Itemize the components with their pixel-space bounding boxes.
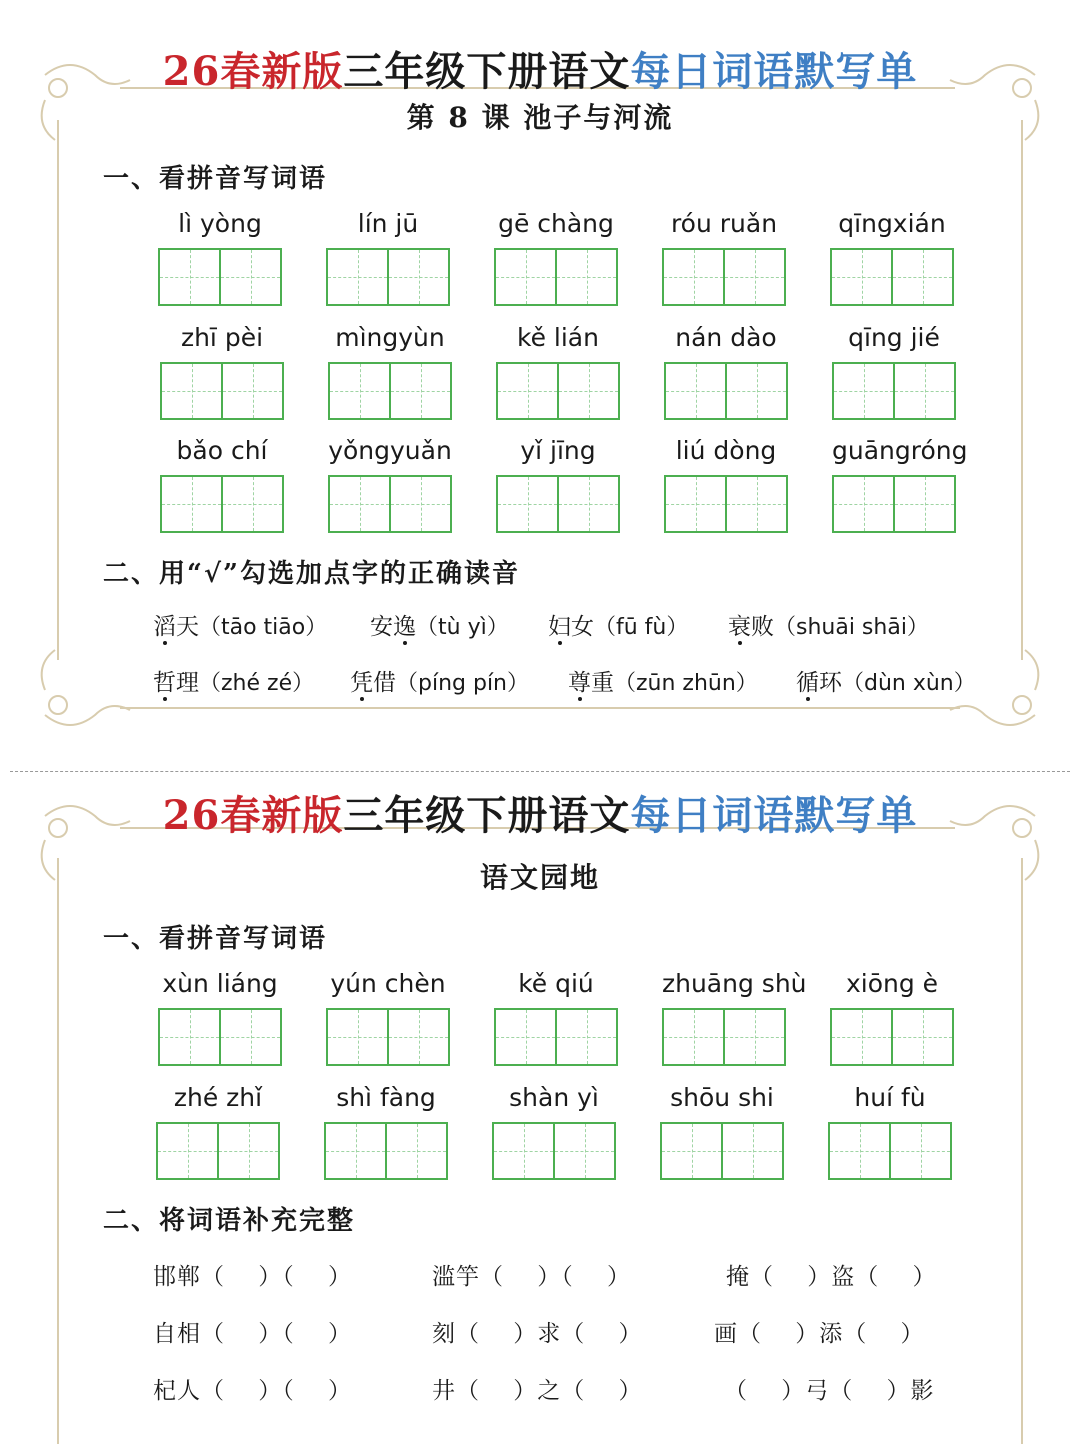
reading-item[interactable] xyxy=(796,664,976,697)
pinyin-label: shōu shi xyxy=(670,1083,774,1112)
reading-options[interactable]: （zūn zhūn） xyxy=(614,671,758,696)
writing-grid[interactable] xyxy=(662,248,786,306)
pinyin-label: mìngyùn xyxy=(335,323,445,352)
pinyin-label: yǒngyuǎn xyxy=(328,436,452,465)
dotted-char: 哲 xyxy=(153,670,176,696)
writing-grid[interactable] xyxy=(326,1008,450,1066)
writing-grid[interactable] xyxy=(492,1122,616,1180)
writing-grid[interactable] xyxy=(832,362,956,420)
writing-grid[interactable] xyxy=(832,475,956,533)
pinyin-cell[interactable] xyxy=(328,320,452,356)
pinyin-cell[interactable] xyxy=(662,206,786,242)
reading-item[interactable] xyxy=(370,608,509,641)
section-heading-reading: 二、用“√”勾选加点字的正确读音 xyxy=(103,559,520,589)
worksheet-chinese-garden xyxy=(0,768,1080,1444)
writing-grid[interactable] xyxy=(158,248,282,306)
writing-grid[interactable] xyxy=(158,1008,282,1066)
dotted-char: 衰 xyxy=(728,614,751,640)
reading-item[interactable] xyxy=(728,608,929,641)
title-blue-part: 每日词语默写单 xyxy=(630,792,918,839)
title-red-part: 26春新版 xyxy=(162,792,344,839)
word-rest: 女 xyxy=(571,614,594,640)
idiom-fill-item[interactable]: （ ）弓（ ）影 xyxy=(724,1378,935,1404)
pinyin-cell[interactable] xyxy=(326,206,450,242)
pinyin-cell[interactable] xyxy=(160,320,284,356)
pinyin-label: qīngxián xyxy=(838,209,946,238)
pinyin-label: zhuāng shù xyxy=(662,969,807,998)
pinyin-label: guāngróng xyxy=(832,436,968,465)
pinyin-label: bǎo chí xyxy=(176,436,268,465)
pinyin-label: zhé zhǐ xyxy=(173,1083,263,1112)
reading-options[interactable]: （tāo tiāo） xyxy=(199,615,328,640)
dotted-char: 尊 xyxy=(568,670,591,696)
idiom-fill-item[interactable]: 杞人（ ）（ ） xyxy=(153,1378,352,1404)
dotted-char: 滔 xyxy=(153,614,176,640)
writing-grid[interactable] xyxy=(156,1122,280,1180)
pinyin-label: kě lián xyxy=(517,323,599,352)
idiom-fill-item[interactable]: 邯郸（ ）（ ） xyxy=(153,1264,352,1290)
pinyin-cell[interactable] xyxy=(492,1080,616,1116)
idiom-fill-item[interactable]: 画（ ）添（ ） xyxy=(714,1321,925,1347)
word-rest: 环 xyxy=(819,670,842,696)
reading-item[interactable] xyxy=(350,664,529,697)
pinyin-label: kě qiú xyxy=(518,969,594,998)
lesson-subtitle: 语文园地 xyxy=(479,861,600,894)
reading-options[interactable]: （shuāi shāi） xyxy=(774,615,929,640)
pinyin-cell[interactable] xyxy=(828,1080,952,1116)
dotted-char: 妇 xyxy=(548,614,571,640)
idiom-fill-item[interactable]: 刻（ ）求（ ） xyxy=(432,1321,643,1347)
writing-grid[interactable] xyxy=(830,1008,954,1066)
worksheet-title xyxy=(0,40,1080,97)
pinyin-cell[interactable] xyxy=(832,433,968,469)
pinyin-label: shì fàng xyxy=(336,1083,436,1112)
pinyin-label: xùn liáng xyxy=(162,969,278,998)
reading-item[interactable] xyxy=(548,608,688,641)
writing-grid[interactable] xyxy=(160,362,284,420)
pinyin-cell[interactable] xyxy=(830,966,954,1002)
idiom-fill-item[interactable]: 掩（ ）盗（ ） xyxy=(726,1264,937,1290)
pinyin-label: nán dào xyxy=(675,323,777,352)
lesson-subtitle: 第 8 课 池子与河流 xyxy=(406,101,674,134)
reading-options[interactable]: （fū fù） xyxy=(594,615,689,640)
title-red-part: 26春新版 xyxy=(162,48,344,95)
writing-grid[interactable] xyxy=(326,248,450,306)
pinyin-cell[interactable] xyxy=(158,206,282,242)
worksheet-title xyxy=(0,784,1080,841)
reading-item[interactable] xyxy=(153,664,314,697)
idiom-fill-item[interactable]: 滥竽（ ）（ ） xyxy=(432,1264,631,1290)
reading-options[interactable]: （zhé zé） xyxy=(199,671,315,696)
writing-grid[interactable] xyxy=(496,362,620,420)
pinyin-cell[interactable] xyxy=(664,320,788,356)
writing-grid[interactable] xyxy=(328,475,452,533)
title-black-part: 三年级下册语文 xyxy=(343,48,631,95)
pinyin-cell[interactable] xyxy=(660,1080,784,1116)
pinyin-cell[interactable] xyxy=(496,320,620,356)
pinyin-cell[interactable] xyxy=(664,433,788,469)
writing-grid[interactable] xyxy=(494,1008,618,1066)
pinyin-cell[interactable] xyxy=(830,206,954,242)
section-heading-pinyin: 一、看拼音写词语 xyxy=(103,924,328,954)
dotted-char: 逸 xyxy=(393,614,416,640)
pinyin-label: yún chèn xyxy=(330,969,446,998)
section-heading-complete: 二、将词语补充完整 xyxy=(103,1206,356,1236)
writing-grid[interactable] xyxy=(328,362,452,420)
pinyin-cell[interactable] xyxy=(662,966,807,1002)
idiom-fill-item[interactable]: 自相（ ）（ ） xyxy=(153,1321,352,1347)
pinyin-label: lì yòng xyxy=(178,209,262,238)
title-black-part: 三年级下册语文 xyxy=(343,792,631,839)
pinyin-cell[interactable] xyxy=(496,433,620,469)
writing-grid[interactable] xyxy=(664,362,788,420)
pinyin-label: yǐ jīng xyxy=(520,436,596,465)
pinyin-label: shàn yì xyxy=(509,1083,599,1112)
writing-grid[interactable] xyxy=(662,1008,786,1066)
word-rest: 借 xyxy=(373,670,396,696)
writing-grid[interactable] xyxy=(830,248,954,306)
word-pre: 安 xyxy=(370,614,393,640)
writing-grid[interactable] xyxy=(664,475,788,533)
pinyin-cell[interactable] xyxy=(326,966,450,1002)
writing-grid[interactable] xyxy=(494,248,618,306)
pinyin-label: róu ruǎn xyxy=(670,209,778,238)
reading-options[interactable]: （píng pín） xyxy=(396,671,529,696)
writing-grid[interactable] xyxy=(324,1122,448,1180)
pinyin-label: lín jū xyxy=(357,209,419,238)
pinyin-cell[interactable] xyxy=(328,433,452,469)
dotted-char: 凭 xyxy=(350,670,373,696)
section-heading-pinyin: 一、看拼音写词语 xyxy=(103,164,328,194)
pinyin-label: gē chàng xyxy=(498,209,614,238)
word-rest: 理 xyxy=(176,670,199,696)
pinyin-cell[interactable] xyxy=(160,433,284,469)
word-rest: 败 xyxy=(751,614,774,640)
pinyin-cell[interactable] xyxy=(494,206,618,242)
reading-item[interactable] xyxy=(153,608,327,641)
pinyin-cell[interactable] xyxy=(158,966,282,1002)
reading-item[interactable] xyxy=(568,664,758,697)
reading-options[interactable]: （tù yì） xyxy=(416,615,509,640)
pinyin-label: xiōng è xyxy=(845,969,939,998)
reading-options[interactable]: （dùn xùn） xyxy=(842,671,976,696)
word-rest: 重 xyxy=(591,670,614,696)
writing-grid[interactable] xyxy=(828,1122,952,1180)
pinyin-cell[interactable] xyxy=(324,1080,448,1116)
writing-grid[interactable] xyxy=(160,475,284,533)
pinyin-cell[interactable] xyxy=(156,1080,280,1116)
writing-grid[interactable] xyxy=(496,475,620,533)
pinyin-cell[interactable] xyxy=(832,320,956,356)
word-rest: 天 xyxy=(176,614,199,640)
pinyin-label: qīng jié xyxy=(848,323,940,352)
pinyin-cell[interactable] xyxy=(494,966,618,1002)
writing-grid[interactable] xyxy=(660,1122,784,1180)
pinyin-label: liú dòng xyxy=(675,436,777,465)
pinyin-label: zhī pèi xyxy=(180,323,264,352)
title-blue-part: 每日词语默写单 xyxy=(630,48,918,95)
pinyin-label: huí fù xyxy=(854,1083,926,1112)
dotted-char: 循 xyxy=(796,670,819,696)
idiom-fill-item[interactable]: 井（ ）之（ ） xyxy=(432,1378,643,1404)
